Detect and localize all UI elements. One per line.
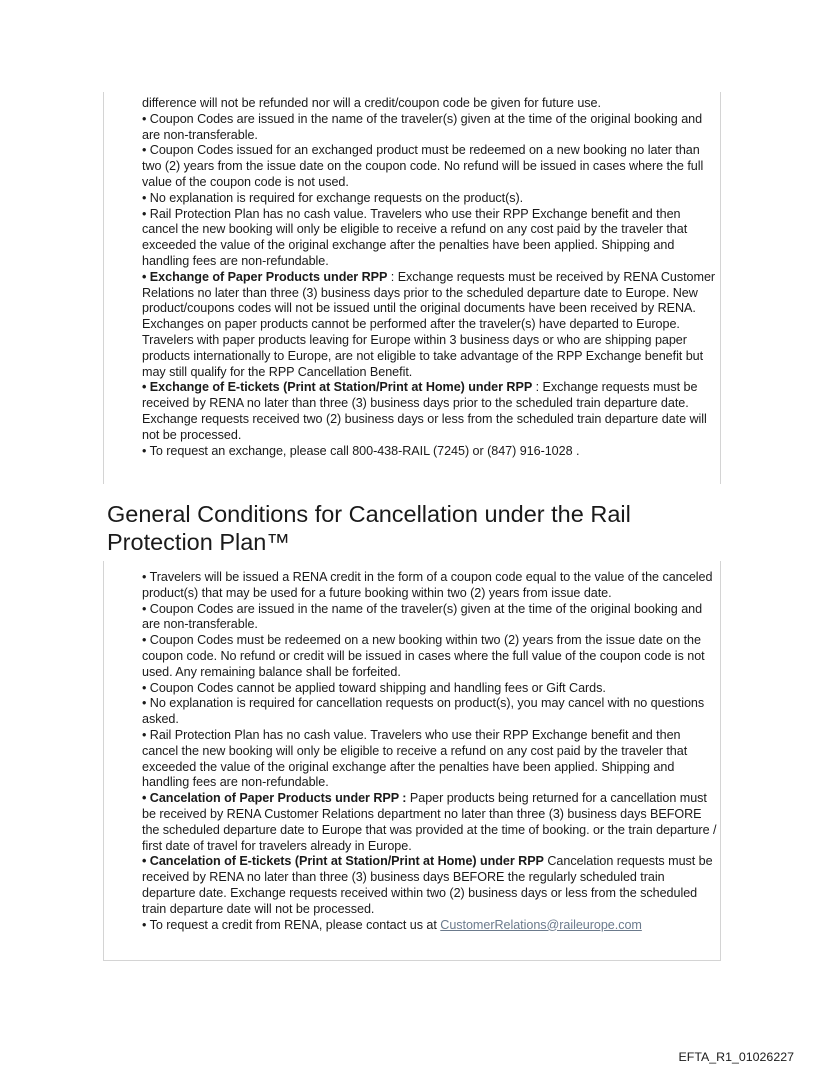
bullet-text: • To request a credit from RENA, please contact us at	[142, 917, 441, 932]
bullet-text: : Exchange requests must be received by RENA no later than three (3) business days prior to the scheduled train departure date. Exchange requests received two (2) business days or less from the scheduled train departure date will not be processed.	[142, 380, 707, 442]
bullet-title: • Cancelation of Paper Products under RPP :	[142, 791, 407, 806]
bullet-item	[142, 380, 720, 443]
bullet-item: • Coupon Codes are issued in the name of the traveler(s) given at the time of the original booking and are non-transferable.	[142, 111, 703, 142]
bullet-item: • No explanation is required for exchange requests on the product(s).	[142, 190, 524, 205]
bullet-title: • Exchange of E-tickets (Print at Station/Print at Home) under RPP	[142, 380, 533, 395]
bullet-item: • Coupon Codes must be redeemed on a new booking within two (2) years from the issue date on the coupon code. No refund or credit will be issued in cases where the full value of the coupon code is not used. Any remaining balance shall be forfeited.	[142, 633, 705, 679]
document-id-footer: EFTA_R1_01026227	[678, 1050, 794, 1064]
bullet-item: • Coupon Codes are issued in the name of the traveler(s) given at the time of the original booking and are non-transferable.	[142, 601, 703, 632]
bullet-title: • Exchange of Paper Products under RPP	[142, 269, 388, 284]
bullet-item	[142, 918, 720, 934]
bullet-item: • Coupon Codes cannot be applied toward shipping and handling fees or Gift Cards.	[142, 680, 606, 695]
bullet-item: • No explanation is required for cancellation requests on product(s), you may cancel with no questions asked.	[142, 696, 705, 727]
exchange-conditions-section	[142, 96, 720, 459]
bullet-text: : Exchange requests must be received by RENA Customer Relations no later than three (3) business days prior to the scheduled departure date to Europe. New product/coupons codes will not be issued until the original documents have been received by RENA. Exchanges on paper products cannot be performed after the traveler(s) have departed to Europe. Travelers with paper products leaving for Europe within 3 business days or who are shipping paper products internationally to Europe, are not eligible to take advantage of the RPP Exchange benefit but may still qualify for the RPP Cancellation Benefit.	[142, 269, 716, 379]
bullet-item	[142, 854, 720, 917]
bullet-item: • Rail Protection Plan has no cash value. Travelers who use their RPP Exchange benefit and then cancel the new booking will only be eligible to receive a refund on any cost paid by the traveler that exceeded the value of the original exchange after the penalties have been applied. Shipping and handling fees are non-refundable.	[142, 727, 688, 790]
customer-relations-email-link[interactable]: CustomerRelations@raileurope.com	[440, 917, 642, 932]
cancellation-conditions-section	[142, 570, 720, 933]
bullet-text: Paper products being returned for a cancellation must be received by RENA Customer Relations department no later than three (3) business days BEFORE the scheduled departure date to Europe that was provided at the time of booking. or the train departure / first date of travel for travelers already in Europe.	[142, 791, 717, 853]
bullet-item: • Coupon Codes issued for an exchanged product must be redeemed on a new booking no later than two (2) years from the issue date on the coupon code. No refund will be issued in cases where the full value of the coupon code is not used.	[142, 143, 704, 189]
bullet-item: • Rail Protection Plan has no cash value. Travelers who use their RPP Exchange benefit and then cancel the new booking will only be eligible to receive a refund on any cost paid by the traveler that exceeded the value of the original exchange after the penalties have been applied. Shipping and handling fees are non-refundable.	[142, 206, 688, 268]
bullet-item: • Travelers will be issued a RENA credit in the form of a coupon code equal to the value of the canceled product(s) that may be used for a future booking within two (2) years from issue date.	[142, 570, 713, 600]
bullet-title: • Cancelation of E-tickets (Print at Station/Print at Home) under RPP	[142, 854, 544, 869]
paragraph: difference will not be refunded nor will a credit/coupon code be given for future use.	[142, 96, 601, 110]
bullet-item	[142, 270, 720, 381]
cancellation-heading: General Conditions for Cancellation under the Rail Protection Plan™	[107, 501, 631, 555]
bullet-item	[142, 791, 720, 854]
bullet-text: Cancelation requests must be received by RENA no later than three (3) business days BEFORE the regularly scheduled train departure date. Exchange requests received within two (2) business days or less from the scheduled train departure date will not be processed.	[142, 854, 713, 916]
bullet-item: • To request an exchange, please call 800-438-RAIL (7245) or (847) 916-1028 .	[142, 443, 580, 458]
